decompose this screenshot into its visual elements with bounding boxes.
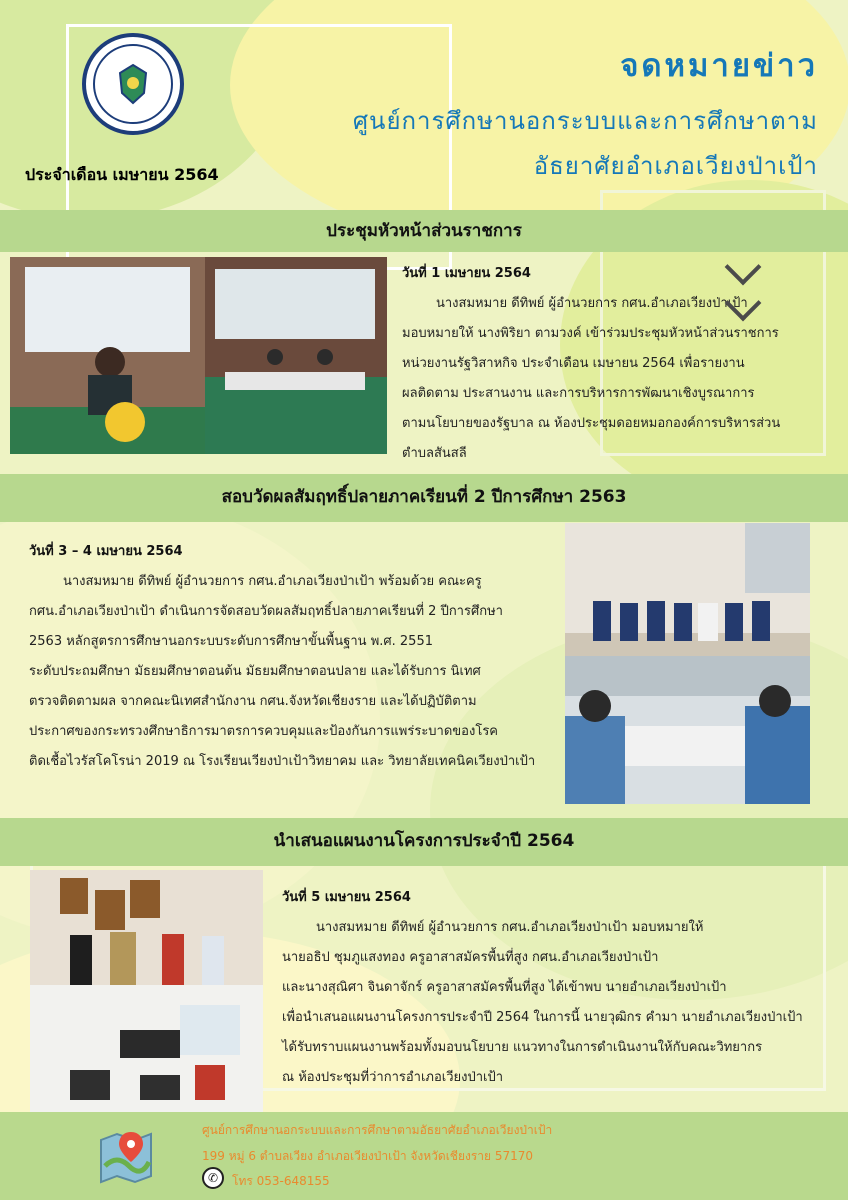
- text-line: ระดับประถมศึกษา มัธยมศึกษาตอนต้น มัธยมศึกษาตอนปลาย และได้รับการ นิเทศ: [29, 664, 481, 679]
- plan-visit-photo-2: [30, 985, 263, 1112]
- meeting-photo-2: [205, 257, 387, 454]
- org-name-line1: ศูนย์การศึกษานอกระบบและการศึกษาตาม: [352, 107, 818, 135]
- text-line: มอบหมายให้ นางพิริยา ตามวงค์ เข้าร่วมประชุมหัวหน้าส่วนราชการ: [402, 326, 779, 341]
- emblem-icon: [116, 63, 150, 105]
- footer: [0, 1112, 848, 1200]
- text-line: เพื่อนำเสนอแผนงานโครงการประจำปี 2564 ในการนี้ นายวุฒิกร คำมา นายอำเภอเวียงป่าเป้า: [282, 1010, 803, 1025]
- org-name-line2: อัธยาศัยอำเภอเวียงป่าเป้า: [533, 152, 818, 180]
- section-2-text: [29, 537, 559, 777]
- text-line: กศน.อำเภอเวียงป่าเป้า ดำเนินการจัดสอบวัดผลสัมฤทธิ์ปลายภาคเรียนที่ 2 ปีการศึกษา: [29, 604, 503, 619]
- map-location-icon: [95, 1126, 157, 1188]
- section-heading: สอบวัดผลสัมฤทธิ์ปลายภาคเรียนที่ 2 ปีการศึกษา 2563: [0, 474, 848, 522]
- issue-month: ประจำเดือน เมษายน 2564: [25, 165, 219, 184]
- text-line: ประกาศของกระทรวงศึกษาธิการมาตรการควบคุมและป้องกันการแพร่ระบาดของโรค: [29, 724, 498, 739]
- section-3-text: [282, 883, 832, 1093]
- text-line: ผลติดตาม ประสานงาน และการบริหารการพัฒนาเชิงบูรณาการ: [402, 386, 755, 401]
- text-line: ณ ห้องประชุมที่ว่าการอำเภอเวียงป่าเป้า: [282, 1070, 504, 1085]
- section-heading: นำเสนอแผนงานโครงการประจำปี 2564: [0, 818, 848, 866]
- footer-org-name: ศูนย์การศึกษานอกระบบและการศึกษาตามอัธยาศัยอำเภอเวียงป่าเป้า: [202, 1123, 553, 1137]
- newsletter-title: จดหมายข่าว: [620, 48, 818, 84]
- text-line: 2563 หลักสูตรการศึกษานอกระบบระดับการศึกษาขั้นพื้นฐาน พ.ศ. 2551: [29, 634, 433, 649]
- text-line: นายอธิป ชุมภูแสงทอง ครูอาสาสมัครพื้นที่สูง กศน.อำเภอเวียงป่าเป้า: [282, 950, 659, 965]
- text-line: ติดเชื้อไวรัสโคโรน่า 2019 ณ โรงเรียนเวียงป่าเป้าวิทยาคม และ วิทยาลัยเทคนิคเวียงป่าเป้า: [29, 754, 536, 769]
- section-date: วันที่ 3 – 4 เมษายน 2564: [29, 544, 183, 559]
- exam-staff-photo: [565, 523, 810, 656]
- phone-icon: ✆: [202, 1167, 224, 1189]
- text-line: นางสมหมาย ดีทิพย์ ผู้อำนวยการ กศน.อำเภอเวียงป่าเป้า พร้อมด้วย คณะครู: [63, 574, 482, 589]
- text-line: นางสมหมาย ดีทิพย์ ผู้อำนวยการ กศน.อำเภอเวียงป่าเป้า: [436, 296, 748, 311]
- plan-visit-photo-1: [30, 870, 263, 985]
- footer-address: 199 หมู่ 6 ตำบลเวียง อำเภอเวียงป่าเป้า จังหวัดเชียงราย 57170: [202, 1149, 534, 1163]
- text-line: หน่วยงานรัฐวิสาหกิจ ประจำเดือน เมษายน 2564 เพื่อรายงาน: [402, 356, 745, 371]
- text-line: ได้รับทราบแผนงานพร้อมทั้งมอบนโยบาย แนวทางในการดำเนินงานให้กับคณะวิทยากร: [282, 1040, 763, 1055]
- text-line: ตำบลสันสลี: [402, 446, 467, 461]
- meeting-photo-1: [10, 257, 205, 454]
- section-heading: ประชุมหัวหน้าส่วนราชการ: [0, 210, 848, 252]
- text-line: ตรวจติดตามผล จากคณะนิเทศสำนักงาน กศน.จังหวัดเชียงราย และได้ปฏิบัติตาม: [29, 694, 477, 709]
- text-line: นางสมหมาย ดีทิพย์ ผู้อำนวยการ กศน.อำเภอเวียงป่าเป้า มอบหมายให้: [316, 920, 704, 935]
- text-line: และนางสุณิศา จินดาจักร์ ครูอาสาสมัครพื้นที่สูง ได้เข้าพบ นายอำเภอเวียงป่าเป้า: [282, 980, 727, 995]
- office-logo: [82, 33, 184, 135]
- section-date: วันที่ 5 เมษายน 2564: [282, 890, 411, 905]
- exam-room-photo: [565, 656, 810, 804]
- section-date: วันที่ 1 เมษายน 2564: [402, 266, 531, 281]
- text-line: ตามนโยบายของรัฐบาล ณ ห้องประชุมดอยหมอกองค์การบริหารส่วน: [402, 416, 781, 431]
- footer-phone: โทร 053-648155: [232, 1174, 330, 1188]
- section-1-text: [402, 259, 832, 469]
